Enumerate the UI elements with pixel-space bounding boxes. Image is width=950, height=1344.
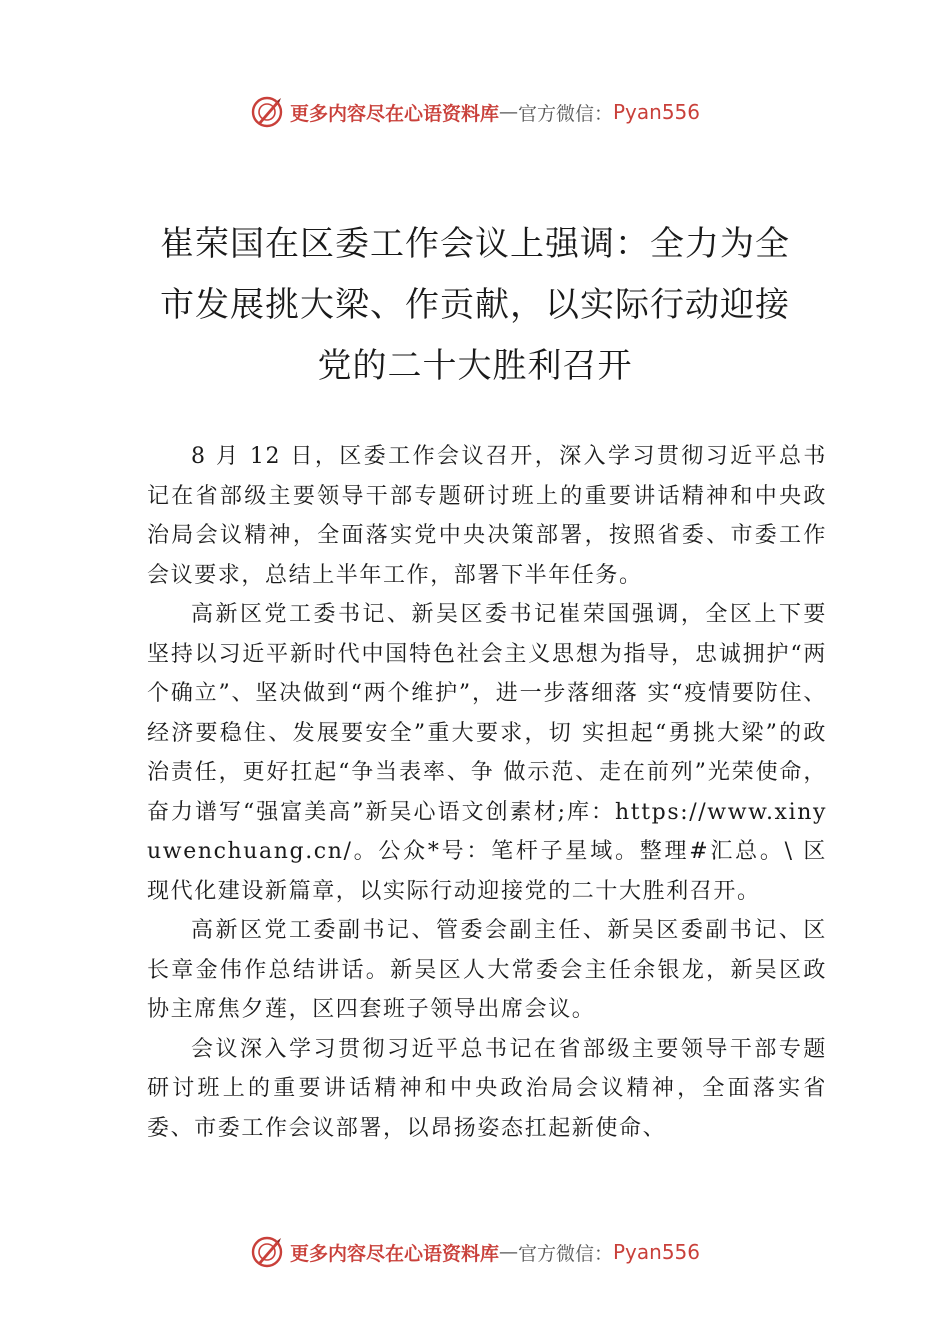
banner-wechat-id: Pyan556 <box>613 100 701 124</box>
paragraph-4: 会议深入学习贯彻习近平总书记在省部级主要领导干部专题研讨班上的重要讲话精神和中央政治局会议精神，全面落实省委、市委工作会议部署，以昂扬姿态扛起新使命、 <box>147 1036 827 1141</box>
header-banner <box>0 92 950 132</box>
quill-logo-icon <box>250 95 284 129</box>
title-line: 党的二十大胜利召开 <box>317 346 633 386</box>
paragraph-2: 高新区党工委书记、新吴区委书记崔荣国强调，全区上下要坚持以习近平新时代中国特色社会主义思想为指导，忠诚拥护“两个确立”、坚决做到“两个维护”，进一步落细落 实“疫情要防住、经济要稳住、发展要安全”重大要求，切 实担起“勇挑大梁”的政治责任，更好扛起“争当表率、争 做示范、走在前列”光荣使命，奋力谱写“强富美高”新吴心语文创素材;库：https://www.xinyuwenchuang.cn/。公众*号：笔杆子星域。整理#汇总。\ 区现代化建设新篇章，以实际行动迎接党的二十大胜利召开。 <box>147 602 827 904</box>
banner-wechat-id: Pyan556 <box>613 1240 701 1264</box>
banner-text: 更多内容尽在心语资料库 <box>289 1242 499 1265</box>
title-line: 崔荣国在区委工作会议上强调：全力为全 <box>160 224 790 264</box>
banner-text: 更多内容尽在心语资料库 <box>289 102 499 125</box>
footer-banner <box>0 1232 950 1272</box>
article-body <box>147 437 827 1148</box>
quill-logo-icon <box>250 1235 284 1269</box>
article-title <box>140 214 810 397</box>
paragraph-3: 高新区党工委副书记、管委会副主任、新吴区委副书记、区长章金伟作总结讲话。新吴区人大常委会主任余银龙，新吴区政协主席焦夕莲，区四套班子领导出席会议。 <box>147 918 827 1022</box>
banner-separator: — <box>498 101 518 123</box>
paragraph-1: 8 月 12 日，区委工作会议召开，深入学习贯彻习近平总书记在省部级主要领导干部专题研讨班上的重要讲话精神和中央政治局会议精神，全面落实党中央决策部署，按照省委、市委工作会议要求，总结上半年工作，部署下半年任务。 <box>147 444 827 588</box>
banner-separator: — <box>498 1241 518 1263</box>
title-line: 市发展挑大梁、作贡献，以实际行动迎接 <box>160 285 790 325</box>
banner-wechat-label: 官方微信： <box>517 1242 613 1265</box>
banner-wechat-label: 官方微信： <box>517 102 613 125</box>
